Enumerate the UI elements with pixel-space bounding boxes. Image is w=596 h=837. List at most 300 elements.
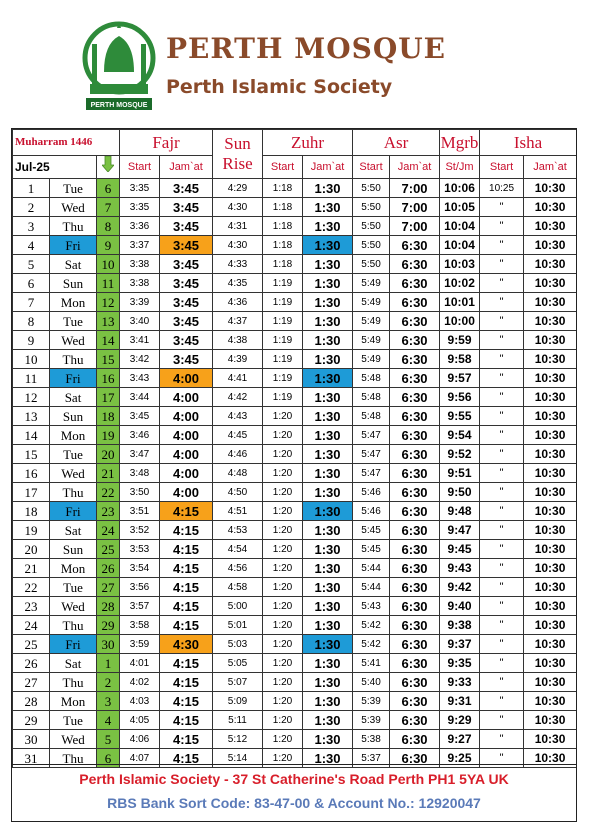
row-date: 3 xyxy=(13,217,50,236)
row-date: 22 xyxy=(13,578,50,597)
row-hijri: 11 xyxy=(97,274,120,293)
row-day: Mon xyxy=(50,293,97,312)
row-asr-start: 5:49 xyxy=(353,331,390,350)
row-zuhr-start: 1:19 xyxy=(263,331,303,350)
row-sunrise: 4:29 xyxy=(213,179,263,198)
row-asr-start: 5:42 xyxy=(353,616,390,635)
row-zuhr-jamat: 1:30 xyxy=(303,179,353,198)
row-sunrise: 5:07 xyxy=(213,673,263,692)
row-fajr-start: 3:47 xyxy=(120,445,160,464)
row-hijri: 3 xyxy=(97,692,120,711)
row-isha-start: " xyxy=(480,521,524,540)
row-maghrib: 9:59 xyxy=(440,331,480,350)
row-zuhr-jamat: 1:30 xyxy=(303,711,353,730)
row-zuhr-start: 1:20 xyxy=(263,635,303,654)
row-asr-start: 5:47 xyxy=(353,445,390,464)
row-isha-start: " xyxy=(480,312,524,331)
row-date: 21 xyxy=(13,559,50,578)
row-zuhr-start: 1:18 xyxy=(263,198,303,217)
zuhr-header: Zuhr xyxy=(263,130,353,156)
isha-header: Isha xyxy=(480,130,577,156)
row-isha-jamat: 10:30 xyxy=(524,236,577,255)
row-date: 2 xyxy=(13,198,50,217)
row-fajr-jamat: 4:00 xyxy=(160,483,213,502)
row-date: 29 xyxy=(13,711,50,730)
row-maghrib: 10:03 xyxy=(440,255,480,274)
row-isha-jamat: 10:30 xyxy=(524,426,577,445)
row-zuhr-jamat: 1:30 xyxy=(303,578,353,597)
row-asr-start: 5:47 xyxy=(353,426,390,445)
row-day: Wed xyxy=(50,464,97,483)
row-hijri: 30 xyxy=(97,635,120,654)
row-date: 31 xyxy=(13,749,50,768)
row-fajr-start: 4:07 xyxy=(120,749,160,768)
row-isha-start: " xyxy=(480,635,524,654)
row-isha-start: " xyxy=(480,692,524,711)
row-asr-start: 5:48 xyxy=(353,369,390,388)
row-asr-jamat: 6:30 xyxy=(390,673,440,692)
row-fajr-start: 4:06 xyxy=(120,730,160,749)
row-asr-jamat: 6:30 xyxy=(390,749,440,768)
row-hijri: 27 xyxy=(97,578,120,597)
row-isha-jamat: 10:30 xyxy=(524,217,577,236)
row-fajr-start: 4:01 xyxy=(120,654,160,673)
row-fajr-start: 3:46 xyxy=(120,426,160,445)
row-maghrib: 9:54 xyxy=(440,426,480,445)
row-zuhr-start: 1:20 xyxy=(263,540,303,559)
row-asr-jamat: 7:00 xyxy=(390,217,440,236)
row-isha-start: 10:25 xyxy=(480,179,524,198)
row-maghrib: 9:25 xyxy=(440,749,480,768)
row-isha-jamat: 10:30 xyxy=(524,749,577,768)
row-date: 4 xyxy=(13,236,50,255)
row-isha-start: " xyxy=(480,483,524,502)
row-asr-start: 5:43 xyxy=(353,597,390,616)
row-hijri: 4 xyxy=(97,711,120,730)
row-maghrib: 10:04 xyxy=(440,217,480,236)
row-asr-jamat: 6:30 xyxy=(390,521,440,540)
row-zuhr-start: 1:20 xyxy=(263,711,303,730)
row-fajr-start: 3:37 xyxy=(120,236,160,255)
row-zuhr-start: 1:20 xyxy=(263,445,303,464)
row-date: 16 xyxy=(13,464,50,483)
header xyxy=(0,0,596,128)
row-zuhr-jamat: 1:30 xyxy=(303,217,353,236)
row-hijri: 10 xyxy=(97,255,120,274)
zuhr-jamat-label: Jam`at xyxy=(303,156,353,179)
row-sunrise: 4:30 xyxy=(213,198,263,217)
row-maghrib: 9:38 xyxy=(440,616,480,635)
row-hijri: 29 xyxy=(97,616,120,635)
footer xyxy=(12,764,576,822)
row-asr-jamat: 6:30 xyxy=(390,597,440,616)
row-date: 1 xyxy=(13,179,50,198)
row-fajr-start: 3:38 xyxy=(120,255,160,274)
row-day: Tue xyxy=(50,445,97,464)
row-zuhr-jamat: 1:30 xyxy=(303,635,353,654)
row-isha-jamat: 10:30 xyxy=(524,616,577,635)
row-sunrise: 4:42 xyxy=(213,388,263,407)
row-asr-start: 5:48 xyxy=(353,388,390,407)
row-isha-start: " xyxy=(480,407,524,426)
row-fajr-jamat: 4:15 xyxy=(160,559,213,578)
row-zuhr-jamat: 1:30 xyxy=(303,559,353,578)
maghrib-st-jm-label: St/Jm xyxy=(440,156,480,179)
row-asr-jamat: 6:30 xyxy=(390,388,440,407)
row-asr-start: 5:44 xyxy=(353,559,390,578)
row-day: Tue xyxy=(50,179,97,198)
row-zuhr-start: 1:19 xyxy=(263,388,303,407)
row-maghrib: 10:02 xyxy=(440,274,480,293)
row-maghrib: 9:48 xyxy=(440,502,480,521)
row-zuhr-jamat: 1:30 xyxy=(303,350,353,369)
row-sunrise: 5:09 xyxy=(213,692,263,711)
row-day: Wed xyxy=(50,597,97,616)
row-fajr-jamat: 3:45 xyxy=(160,255,213,274)
row-fajr-jamat: 4:15 xyxy=(160,521,213,540)
row-isha-start: " xyxy=(480,464,524,483)
row-asr-start: 5:39 xyxy=(353,692,390,711)
row-asr-jamat: 6:30 xyxy=(390,350,440,369)
row-zuhr-start: 1:20 xyxy=(263,483,303,502)
row-isha-jamat: 10:30 xyxy=(524,521,577,540)
row-asr-jamat: 6:30 xyxy=(390,578,440,597)
row-asr-jamat: 6:30 xyxy=(390,692,440,711)
row-zuhr-start: 1:20 xyxy=(263,426,303,445)
row-sunrise: 4:53 xyxy=(213,521,263,540)
row-fajr-start: 3:35 xyxy=(120,198,160,217)
row-fajr-jamat: 4:00 xyxy=(160,407,213,426)
row-isha-jamat: 10:30 xyxy=(524,388,577,407)
row-zuhr-start: 1:20 xyxy=(263,692,303,711)
row-asr-start: 5:49 xyxy=(353,274,390,293)
row-date: 7 xyxy=(13,293,50,312)
row-zuhr-jamat: 1:30 xyxy=(303,483,353,502)
row-date: 20 xyxy=(13,540,50,559)
row-day: Sun xyxy=(50,407,97,426)
isha-start-label: Start xyxy=(480,156,524,179)
row-fajr-jamat: 3:45 xyxy=(160,274,213,293)
row-fajr-start: 3:40 xyxy=(120,312,160,331)
row-isha-start: " xyxy=(480,616,524,635)
row-day: Fri xyxy=(50,502,97,521)
row-day: Thu xyxy=(50,350,97,369)
row-isha-start: " xyxy=(480,274,524,293)
row-asr-jamat: 6:30 xyxy=(390,407,440,426)
fajr-header: Fajr xyxy=(120,130,213,156)
row-asr-jamat: 6:30 xyxy=(390,616,440,635)
row-maghrib: 9:40 xyxy=(440,597,480,616)
row-asr-start: 5:50 xyxy=(353,179,390,198)
row-zuhr-jamat: 1:30 xyxy=(303,692,353,711)
row-zuhr-start: 1:20 xyxy=(263,407,303,426)
row-day: Fri xyxy=(50,369,97,388)
row-maghrib: 9:52 xyxy=(440,445,480,464)
fajr-jamat-label: Jam`at xyxy=(160,156,213,179)
row-sunrise: 4:39 xyxy=(213,350,263,369)
page-title: PERTH MOSQUE xyxy=(166,32,446,65)
row-asr-jamat: 6:30 xyxy=(390,540,440,559)
row-asr-jamat: 6:30 xyxy=(390,635,440,654)
row-isha-jamat: 10:30 xyxy=(524,198,577,217)
row-day: Wed xyxy=(50,730,97,749)
asr-header: Asr xyxy=(353,130,440,156)
row-day: Thu xyxy=(50,217,97,236)
asr-jamat-label: Jam`at xyxy=(390,156,440,179)
row-asr-start: 5:47 xyxy=(353,464,390,483)
row-fajr-start: 3:42 xyxy=(120,350,160,369)
row-day: Wed xyxy=(50,331,97,350)
row-fajr-jamat: 3:45 xyxy=(160,236,213,255)
row-isha-jamat: 10:30 xyxy=(524,331,577,350)
row-hijri: 15 xyxy=(97,350,120,369)
row-isha-start: " xyxy=(480,198,524,217)
row-isha-jamat: 10:30 xyxy=(524,635,577,654)
row-fajr-start: 4:03 xyxy=(120,692,160,711)
row-asr-start: 5:49 xyxy=(353,312,390,331)
row-isha-jamat: 10:30 xyxy=(524,312,577,331)
row-asr-jamat: 6:30 xyxy=(390,711,440,730)
row-hijri: 9 xyxy=(97,236,120,255)
row-asr-jamat: 6:30 xyxy=(390,559,440,578)
row-fajr-jamat: 4:15 xyxy=(160,654,213,673)
row-sunrise: 5:11 xyxy=(213,711,263,730)
row-day: Fri xyxy=(50,236,97,255)
row-asr-start: 5:39 xyxy=(353,711,390,730)
row-date: 5 xyxy=(13,255,50,274)
row-asr-jamat: 6:30 xyxy=(390,483,440,502)
row-isha-jamat: 10:30 xyxy=(524,597,577,616)
row-sunrise: 5:12 xyxy=(213,730,263,749)
row-zuhr-jamat: 1:30 xyxy=(303,312,353,331)
row-zuhr-start: 1:20 xyxy=(263,673,303,692)
row-hijri: 19 xyxy=(97,426,120,445)
row-fajr-start: 3:57 xyxy=(120,597,160,616)
row-fajr-start: 3:51 xyxy=(120,502,160,521)
row-fajr-start: 3:53 xyxy=(120,540,160,559)
row-sunrise: 4:30 xyxy=(213,236,263,255)
row-fajr-start: 3:58 xyxy=(120,616,160,635)
row-asr-start: 5:46 xyxy=(353,502,390,521)
row-zuhr-jamat: 1:30 xyxy=(303,464,353,483)
row-isha-start: " xyxy=(480,445,524,464)
row-zuhr-jamat: 1:30 xyxy=(303,293,353,312)
row-zuhr-start: 1:20 xyxy=(263,730,303,749)
row-isha-start: " xyxy=(480,673,524,692)
row-sunrise: 4:45 xyxy=(213,426,263,445)
row-isha-start: " xyxy=(480,711,524,730)
row-asr-start: 5:48 xyxy=(353,407,390,426)
greg-month: Jul-25 xyxy=(13,156,97,179)
row-zuhr-jamat: 1:30 xyxy=(303,502,353,521)
row-zuhr-jamat: 1:30 xyxy=(303,236,353,255)
row-isha-start: " xyxy=(480,749,524,768)
row-hijri: 21 xyxy=(97,464,120,483)
row-zuhr-jamat: 1:30 xyxy=(303,407,353,426)
row-asr-jamat: 6:30 xyxy=(390,654,440,673)
row-date: 11 xyxy=(13,369,50,388)
row-zuhr-start: 1:19 xyxy=(263,350,303,369)
row-asr-start: 5:38 xyxy=(353,730,390,749)
row-fajr-jamat: 3:45 xyxy=(160,312,213,331)
row-date: 6 xyxy=(13,274,50,293)
row-sunrise: 4:38 xyxy=(213,331,263,350)
row-isha-jamat: 10:30 xyxy=(524,730,577,749)
row-date: 12 xyxy=(13,388,50,407)
row-isha-start: " xyxy=(480,217,524,236)
row-asr-start: 5:40 xyxy=(353,673,390,692)
row-hijri: 5 xyxy=(97,730,120,749)
row-fajr-start: 3:50 xyxy=(120,483,160,502)
row-day: Fri xyxy=(50,635,97,654)
row-zuhr-start: 1:20 xyxy=(263,749,303,768)
row-zuhr-jamat: 1:30 xyxy=(303,540,353,559)
table-frame xyxy=(11,128,577,822)
row-hijri: 16 xyxy=(97,369,120,388)
row-fajr-jamat: 4:00 xyxy=(160,445,213,464)
row-fajr-start: 3:43 xyxy=(120,369,160,388)
row-zuhr-start: 1:20 xyxy=(263,464,303,483)
hijri-month: Muharram 1446 xyxy=(13,130,120,156)
row-hijri: 17 xyxy=(97,388,120,407)
row-zuhr-jamat: 1:30 xyxy=(303,521,353,540)
row-asr-start: 5:50 xyxy=(353,217,390,236)
row-isha-start: " xyxy=(480,369,524,388)
row-day: Sat xyxy=(50,521,97,540)
row-sunrise: 4:54 xyxy=(213,540,263,559)
row-isha-start: " xyxy=(480,255,524,274)
row-zuhr-start: 1:19 xyxy=(263,293,303,312)
row-zuhr-start: 1:19 xyxy=(263,312,303,331)
row-zuhr-jamat: 1:30 xyxy=(303,654,353,673)
row-maghrib: 9:33 xyxy=(440,673,480,692)
row-zuhr-start: 1:20 xyxy=(263,559,303,578)
row-asr-start: 5:45 xyxy=(353,521,390,540)
row-fajr-start: 3:39 xyxy=(120,293,160,312)
row-asr-jamat: 6:30 xyxy=(390,369,440,388)
row-asr-jamat: 6:30 xyxy=(390,293,440,312)
row-asr-start: 5:46 xyxy=(353,483,390,502)
row-day: Sat xyxy=(50,255,97,274)
row-day: Tue xyxy=(50,711,97,730)
row-asr-jamat: 7:00 xyxy=(390,179,440,198)
row-zuhr-start: 1:18 xyxy=(263,255,303,274)
row-sunrise: 4:37 xyxy=(213,312,263,331)
row-date: 17 xyxy=(13,483,50,502)
row-fajr-jamat: 4:15 xyxy=(160,502,213,521)
row-fajr-jamat: 4:15 xyxy=(160,673,213,692)
row-date: 14 xyxy=(13,426,50,445)
footer-address: Perth Islamic Society - 37 St Catherine's Road Perth PH1 5YA UK xyxy=(79,771,509,787)
row-isha-jamat: 10:30 xyxy=(524,255,577,274)
row-isha-start: " xyxy=(480,730,524,749)
row-date: 26 xyxy=(13,654,50,673)
row-zuhr-jamat: 1:30 xyxy=(303,597,353,616)
row-hijri: 12 xyxy=(97,293,120,312)
row-day: Wed xyxy=(50,198,97,217)
footer-bank: RBS Bank Sort Code: 83-47-00 & Account No.: 12920047 xyxy=(107,795,481,811)
row-isha-jamat: 10:30 xyxy=(524,559,577,578)
row-date: 8 xyxy=(13,312,50,331)
row-isha-start: " xyxy=(480,502,524,521)
page-subtitle: Perth Islamic Society xyxy=(166,76,393,98)
row-sunrise: 4:43 xyxy=(213,407,263,426)
row-zuhr-start: 1:19 xyxy=(263,369,303,388)
row-maghrib: 10:00 xyxy=(440,312,480,331)
row-isha-start: " xyxy=(480,426,524,445)
row-fajr-jamat: 4:15 xyxy=(160,540,213,559)
row-day: Sat xyxy=(50,654,97,673)
row-date: 13 xyxy=(13,407,50,426)
row-isha-start: " xyxy=(480,350,524,369)
row-zuhr-start: 1:20 xyxy=(263,521,303,540)
row-sunrise: 4:51 xyxy=(213,502,263,521)
row-maghrib: 9:55 xyxy=(440,407,480,426)
row-hijri: 6 xyxy=(97,749,120,768)
row-sunrise: 4:56 xyxy=(213,559,263,578)
row-asr-jamat: 6:30 xyxy=(390,426,440,445)
row-zuhr-jamat: 1:30 xyxy=(303,426,353,445)
row-isha-start: " xyxy=(480,654,524,673)
row-date: 15 xyxy=(13,445,50,464)
row-fajr-start: 4:05 xyxy=(120,711,160,730)
row-date: 28 xyxy=(13,692,50,711)
isha-jamat-label: Jam`at xyxy=(524,156,577,179)
row-hijri: 2 xyxy=(97,673,120,692)
row-sunrise: 4:50 xyxy=(213,483,263,502)
row-fajr-jamat: 4:15 xyxy=(160,597,213,616)
row-isha-jamat: 10:30 xyxy=(524,654,577,673)
row-fajr-start: 3:52 xyxy=(120,521,160,540)
row-asr-start: 5:41 xyxy=(353,654,390,673)
row-asr-start: 5:50 xyxy=(353,255,390,274)
row-sunrise: 5:01 xyxy=(213,616,263,635)
row-zuhr-start: 1:19 xyxy=(263,274,303,293)
row-zuhr-jamat: 1:30 xyxy=(303,331,353,350)
row-maghrib: 9:43 xyxy=(440,559,480,578)
row-hijri: 8 xyxy=(97,217,120,236)
sunrise-label: Sun Rise xyxy=(222,134,253,173)
row-hijri: 18 xyxy=(97,407,120,426)
row-zuhr-jamat: 1:30 xyxy=(303,730,353,749)
row-isha-jamat: 10:30 xyxy=(524,464,577,483)
row-asr-jamat: 6:30 xyxy=(390,255,440,274)
row-asr-jamat: 6:30 xyxy=(390,464,440,483)
row-asr-start: 5:37 xyxy=(353,749,390,768)
row-isha-jamat: 10:30 xyxy=(524,407,577,426)
row-date: 24 xyxy=(13,616,50,635)
row-maghrib: 9:35 xyxy=(440,654,480,673)
row-day: Tue xyxy=(50,578,97,597)
row-isha-jamat: 10:30 xyxy=(524,369,577,388)
row-zuhr-start: 1:18 xyxy=(263,217,303,236)
row-isha-jamat: 10:30 xyxy=(524,179,577,198)
row-hijri: 22 xyxy=(97,483,120,502)
maghrib-header: Mgrb xyxy=(440,130,480,156)
row-isha-jamat: 10:30 xyxy=(524,502,577,521)
row-zuhr-jamat: 1:30 xyxy=(303,616,353,635)
row-asr-jamat: 6:30 xyxy=(390,274,440,293)
row-hijri: 28 xyxy=(97,597,120,616)
row-sunrise: 4:35 xyxy=(213,274,263,293)
row-isha-jamat: 10:30 xyxy=(524,483,577,502)
row-fajr-start: 3:45 xyxy=(120,407,160,426)
row-zuhr-start: 1:20 xyxy=(263,597,303,616)
row-asr-jamat: 6:30 xyxy=(390,312,440,331)
row-fajr-jamat: 3:45 xyxy=(160,331,213,350)
row-isha-jamat: 10:30 xyxy=(524,274,577,293)
row-date: 9 xyxy=(13,331,50,350)
